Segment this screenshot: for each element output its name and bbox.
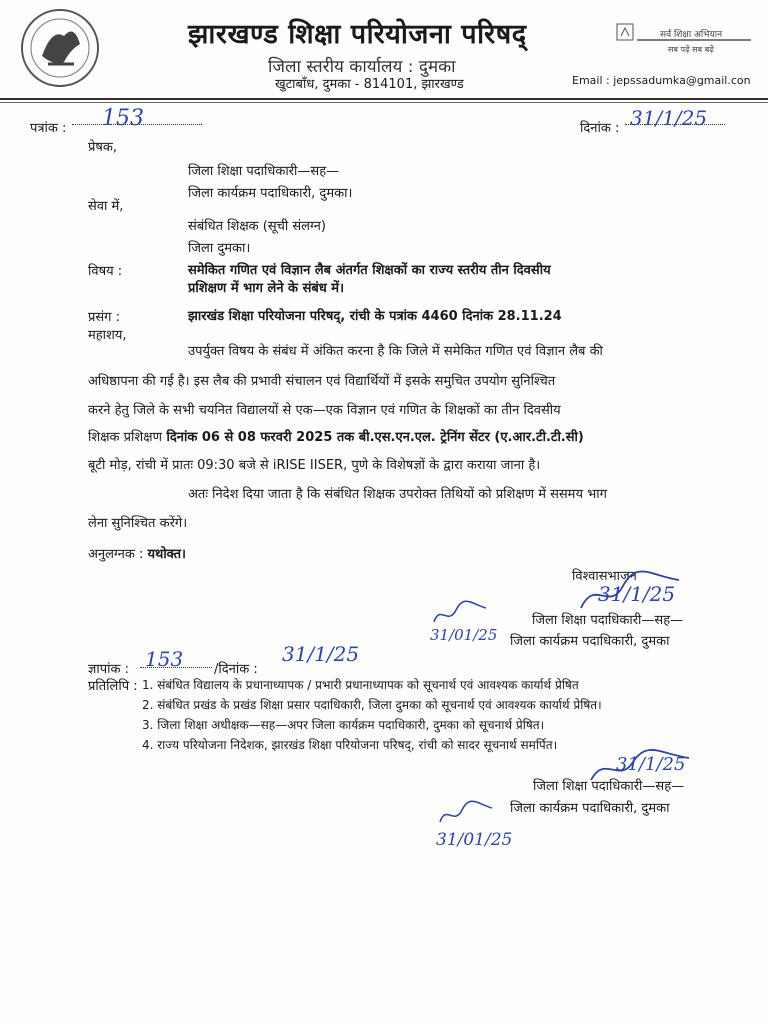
- sender-line-2: जिला कार्यक्रम पदाधिकारी, दुमका।: [188, 186, 353, 201]
- enclosure-line: [88, 544, 186, 562]
- signature-2-line-1: जिला शिक्षा पदाधिकारी—सह—: [533, 779, 685, 794]
- copy-item-1: 1. संबंधित विद्यालय के प्रधानाध्यापक / प्रभारी प्रधानाध्यापक को सूचनार्थ एवं आवश्यक कार्यार्थ प्रेषित: [142, 678, 579, 692]
- recipient-label: सेवा में,: [88, 199, 124, 214]
- signature-1-line-2: जिला कार्यक्रम पदाधिकारी, दुमका: [510, 634, 670, 649]
- signature-1-date: 31/1/25: [598, 582, 676, 606]
- memo-date-label: /दिनांक :: [214, 662, 258, 677]
- enclosure-value: यथोक्त।: [147, 547, 186, 562]
- enclosure-label: अनुलग्नक :: [88, 547, 144, 562]
- office-address: खुटाबाँध, दुमका - 814101, झारखण्ड: [275, 77, 464, 92]
- closing-phrase: विश्वासभाजन: [572, 569, 637, 584]
- body-p1-line-4a: शिक्षक प्रशिक्षण: [88, 430, 162, 445]
- initial-1-date: 31/01/25: [430, 626, 498, 644]
- memo-date: 31/1/25: [282, 642, 360, 666]
- body-p1-line-3: करने हेतु जिले के सभी चयनित विद्यालयों से एक—एक विज्ञान एवं गणित के शिक्षकों का तीन दिवसीय: [88, 403, 561, 418]
- emblem-text-2: सब पढ़ें सब बढ़ें: [668, 45, 714, 54]
- body-p1-line-1: उपर्युक्त विषय के संबंध में अंकित करना है कि जिले में समेकित गणित एवं विज्ञान लैब की: [188, 344, 603, 359]
- context-text: झारखंड शिक्षा परियोजना परिषद्, रांची के पत्रांक 4460 दिनांक 28.11.24: [188, 309, 562, 324]
- copies-label: प्रतिलिपि :: [88, 679, 138, 694]
- recipient-line-1: संबंधित शिक्षक (सूची संलग्न): [188, 219, 326, 234]
- dinank-label: दिनांक :: [580, 121, 620, 136]
- signature-2-line-2: जिला कार्यक्रम पदाधिकारी, दुमका: [510, 801, 670, 816]
- initial-2-date: 31/01/25: [436, 830, 513, 850]
- subject-line-2: प्रशिक्षण में भाग लेने के संबंध में।: [188, 281, 344, 296]
- sender-line-1: जिला शिक्षा पदाधिकारी—सह—: [188, 164, 340, 179]
- office-subtitle: जिला स्तरीय कार्यालय : दुमका: [268, 57, 456, 77]
- subject-line-1: समेकित गणित एवं विज्ञान लैब अंतर्गत शिक्षकों का राज्य स्तरीय तीन दिवसीय: [188, 263, 551, 278]
- header-rule-thin: [0, 102, 768, 103]
- body-p1-line-4b: दिनांक 06 से 08 फरवरी 2025 तक बी.एस.एन.एल. ट्रेनिंग सेंटर (ए.आर.टी.टी.सी): [161, 430, 584, 445]
- initial-scribble-1: [430, 600, 490, 628]
- patrank-value: 153: [102, 106, 144, 131]
- signature-1-line-1: जिला शिक्षा पदाधिकारी—सह—: [532, 613, 684, 628]
- header-rule: [0, 98, 768, 100]
- subject-label: विषय :: [88, 264, 123, 279]
- emblem-text-1: सर्व शिक्षा अभियान: [660, 30, 723, 40]
- body-p1-line-5: बूटी मोड़, रांची में प्रातः 09:30 बजे से iRISE IISER, पुणे के विशेषज्ञों के द्वारा कराया जाना है।: [88, 458, 541, 473]
- memo-label: ज्ञापांक :: [88, 662, 129, 677]
- office-email: Email : jepssadumka@gmail.con: [572, 74, 751, 87]
- initial-scribble-2: [436, 800, 496, 828]
- body-p2-line-1: अतः निदेश दिया जाता है कि संबंधित शिक्षक उपरोक्त तिथियों को प्रशिक्षण में ससमय भाग: [188, 487, 607, 502]
- context-label: प्रसंग :: [88, 310, 121, 325]
- body-p1-line-4: [88, 423, 584, 452]
- sender-label: प्रेषक,: [88, 140, 118, 155]
- dinank-value: 31/1/25: [630, 106, 708, 130]
- body-p1-line-2: अधिष्ठापना की गई है। इस लैब की प्रभावी संचालन एवं विद्यार्थियों में इसके समुचित उपयोग सुनिश्चित: [88, 374, 556, 389]
- organization-title: झारखण्ड शिक्षा परियोजना परिषद्: [188, 19, 527, 50]
- copy-item-2: 2. संबंधित प्रखंड के प्रखंड शिक्षा प्रसार पदाधिकारी, जिला दुमका को सूचनार्थ एवं आवश्यक कार्यार्थ प्रेषित।: [142, 698, 602, 712]
- patrank-label: पत्रांक :: [30, 121, 67, 136]
- memo-number: 153: [145, 647, 184, 671]
- jepc-logo: [8, 6, 138, 90]
- salutation: महाशय,: [88, 328, 127, 343]
- recipient-line-2: जिला दुमका।: [188, 241, 251, 256]
- copy-item-3: 3. जिला शिक्षा अधीक्षक—सह—अपर जिला कार्यक्रम पदाधिकारी, दुमका को सूचनार्थ प्रेषित।: [142, 718, 545, 732]
- copy-item-4: 4. राज्य परियोजना निदेशक, झारखंड शिक्षा परियोजना परिषद्, रांची को सादर सूचनार्थ समर्पित।: [142, 738, 558, 752]
- signature-2-date: 31/1/25: [616, 754, 686, 775]
- body-p2-line-2: लेना सुनिश्चित करेंगे।: [88, 516, 188, 531]
